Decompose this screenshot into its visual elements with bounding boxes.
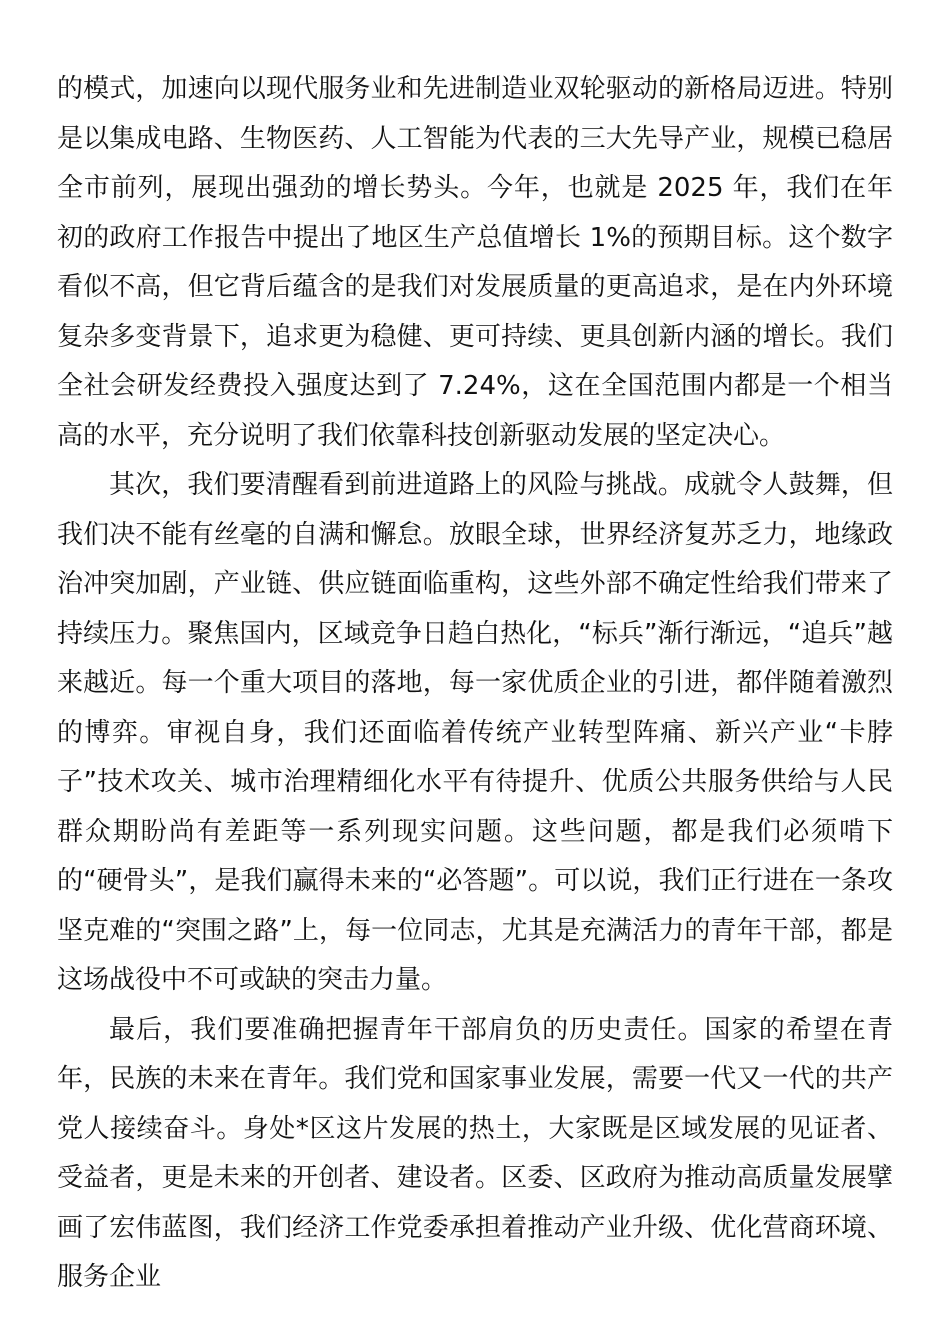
- paragraph-continued: 的模式，加速向以现代服务业和先进制造业双轮驱动的新格局迈进。特别是以集成电路、生物医药、人工智能为代表的三大先导产业，规模已稳居全市前列，展现出强劲的增长势头。今年，也就是 2025 年，我们在年初的政府工作报告中提出了地区生产总值增长 1%的预期目标。这个数字看似不高，但它背后蕴含的是我们对发展质量的更高追求，是在内外环境复杂多变背景下，追求更为稳健、更可持续、更具创新内涵的增长。我们全社会研发经费投入强度达到了 7.24%，这在全国范围内都是一个相当高的水平，充分说明了我们依靠科技创新驱动发展的坚定决心。: [57, 74, 893, 451]
- document-page: [57, 65, 893, 1303]
- paragraph-risks-challenges: 其次，我们要清醒看到前进道路上的风险与挑战。成就令人鼓舞，但我们决不能有丝毫的自满和懈怠。放眼全球，世界经济复苏乏力，地缘政治冲突加剧，产业链、供应链面临重构，这些外部不确定性给我们带来了持续压力。聚焦国内，区域竞争日趋白热化，“标兵”渐行渐远，“追兵”越来越近。每一个重大项目的落地，每一家优质企业的引进，都伴随着激烈的博弈。审视自身，我们还面临着传统产业转型阵痛、新兴产业“卡脖子”技术攻关、城市治理精细化水平有待提升、优质公共服务供给与人民群众期盼尚有差距等一系列现实问题。这些问题，都是我们必须啃下的“硬骨头”，是我们赢得未来的“必答题”。可以说，我们正行进在一条攻坚克难的“突围之路”上，每一位同志，尤其是充满活力的青年干部，都是这场战役中不可或缺的突击力量。: [57, 470, 893, 995]
- paragraph-historical-responsibility: 最后，我们要准确把握青年干部肩负的历史责任。国家的希望在青年，民族的未来在青年。我们党和国家事业发展，需要一代又一代的共产党人接续奋斗。身处*区这片发展的热土，大家既是区域发展的见证者、受益者，更是未来的开创者、建设者。区委、区政府为推动高质量发展擘画了宏伟蓝图，我们经济工作党委承担着推动产业升级、优化营商环境、服务企业: [57, 1014, 893, 1292]
